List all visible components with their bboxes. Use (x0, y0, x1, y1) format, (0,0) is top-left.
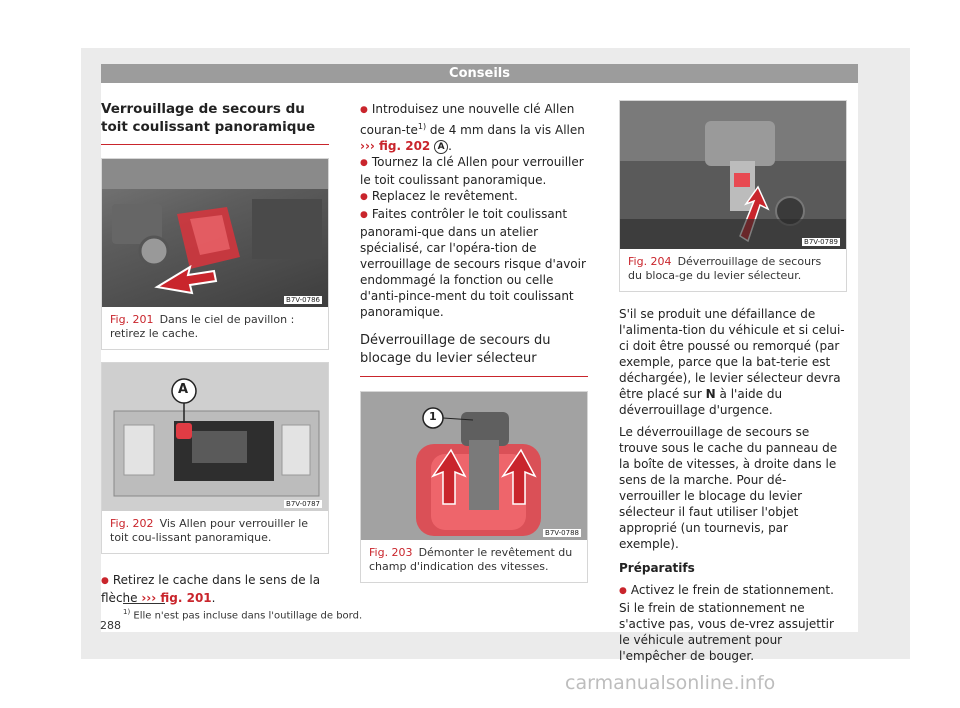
footnote-text: Elle n'est pas incluse dans l'outillage de bord. (133, 610, 363, 622)
caption-text: Vis Allen pour verrouiller le toit cou-lissant panoramique. (110, 517, 309, 544)
footnote-ref[interactable]: 1) (417, 122, 427, 131)
bullet-end: . (211, 591, 216, 605)
bullet-icon (360, 155, 372, 169)
caption-text: Déverrouillage de secours du bloca-ge du levier sélecteur. (628, 255, 822, 282)
figure-code: B7V-0789 (804, 238, 838, 246)
subsection-title: Déverrouillage de secours du blocage du levier sélecteur (360, 332, 588, 377)
paragraph-failure (619, 306, 847, 418)
bullet-insert-key (360, 101, 588, 154)
bullet-end: . (448, 139, 452, 153)
bullet-text: Activez le frein de stationnement. Si le frein de stationnement ne s'active pas, vous de-vrez assujettir le véhicule autrement pour l'empêcher de bouger. (619, 583, 834, 663)
figure-201 (101, 158, 329, 350)
caption-text: Dans le ciel de pavillon : retirez le cache. (110, 313, 295, 340)
right-column (619, 84, 847, 664)
selector-release-illustration (620, 101, 846, 249)
bullet-icon (619, 583, 631, 597)
bullet-icon (360, 189, 372, 203)
bullet-icon (360, 102, 372, 116)
left-column (101, 84, 329, 606)
gear-selector-illustration (361, 392, 587, 540)
footnote-rule (123, 603, 165, 604)
paragraph-text: S'il se produit une défaillance de l'alimenta-tion du véhicule et si celui-ci doit être poussé ou remorqué (par exemple, parce que la bat-terie est déchargée), le levier sélecteur devra être placé sur (619, 307, 845, 401)
fig-202-link[interactable]: ››› fig. 202 (360, 139, 431, 153)
bullet-text: Replacez le revêtement. (371, 189, 518, 203)
caption-201 (102, 307, 328, 349)
watermark: carmanualsonline.info (565, 672, 776, 694)
photo-203 (361, 392, 587, 540)
footnote (123, 608, 362, 621)
paragraph-location: Le déverrouillage de secours se trouve sous le cache du panneau de la boîte de vitesses, à droite dans le sens de la marche. Pour dé-verrouiller le blocage du levier sélecteur il faut utiliser l'objet approprié (un tournevis, par exemple). (619, 425, 838, 551)
figure-code: B7V-0786 (286, 296, 320, 304)
header-title: Conseils (101, 64, 858, 83)
section-title: Verrouillage de secours du toit coulissant panoramique (101, 100, 329, 145)
bullet-text-2: de 4 mm dans la vis Allen (426, 123, 585, 137)
heading-preparation: Préparatifs (619, 561, 695, 575)
figure-code: B7V-0788 (545, 529, 579, 537)
callout-A: A (178, 382, 189, 397)
figure-203 (360, 391, 588, 583)
bullet-workshop-check (360, 206, 588, 320)
figure-number: Fig. 203 (369, 546, 413, 559)
bullet-remove-cover (101, 572, 329, 606)
allen-screw-illustration (102, 363, 328, 511)
bullet-text: Tournez la clé Allen pour verrouiller le toit coulissant panoramique. (360, 155, 584, 187)
caption-text: Démonter le revêtement du champ d'indication des vitesses. (369, 546, 573, 573)
bullet-parking-brake (619, 582, 847, 664)
photo-204 (620, 101, 846, 249)
gear-N: N (705, 387, 716, 401)
caption-202 (102, 511, 328, 553)
bullet-icon (360, 207, 372, 221)
bullet-text: Retirez le cache dans le sens de la flèche (101, 573, 321, 605)
bullet-replace-lining (360, 188, 588, 206)
callout-badge-A: A (434, 140, 448, 154)
roof-lining-illustration (102, 159, 328, 307)
bullet-text: Introduisez une nouvelle clé Allen couran-te (360, 102, 575, 137)
figure-204 (619, 100, 847, 292)
bullet-icon (101, 573, 113, 587)
page-number: 288 (100, 619, 121, 632)
fig-201-link[interactable]: ››› fig. 201 (141, 591, 212, 605)
figure-number: Fig. 201 (110, 313, 154, 326)
photo-201 (102, 159, 328, 307)
caption-203 (361, 540, 587, 582)
photo-202 (102, 363, 328, 511)
middle-column (360, 84, 588, 583)
figure-202 (101, 362, 329, 554)
figure-number: Fig. 202 (110, 517, 154, 530)
bullet-turn-key (360, 154, 588, 188)
paragraph-text-end: à l'aide du déverrouillage d'urgence. (619, 387, 783, 417)
bullet-text: Faites contrôler le toit coulissant panorami-que dans un atelier spécialisé, car l'opéra-tion de verrouillage de secours risque d'avoir endommagé la fonction ou celle d'anti-pince-ment du toit coulissant panoramique. (360, 207, 586, 319)
caption-204 (620, 249, 846, 291)
figure-code: B7V-0787 (286, 500, 320, 508)
callout-1: 1 (429, 410, 437, 423)
footnote-mark: 1) (123, 608, 131, 616)
figure-number: Fig. 204 (628, 255, 672, 268)
